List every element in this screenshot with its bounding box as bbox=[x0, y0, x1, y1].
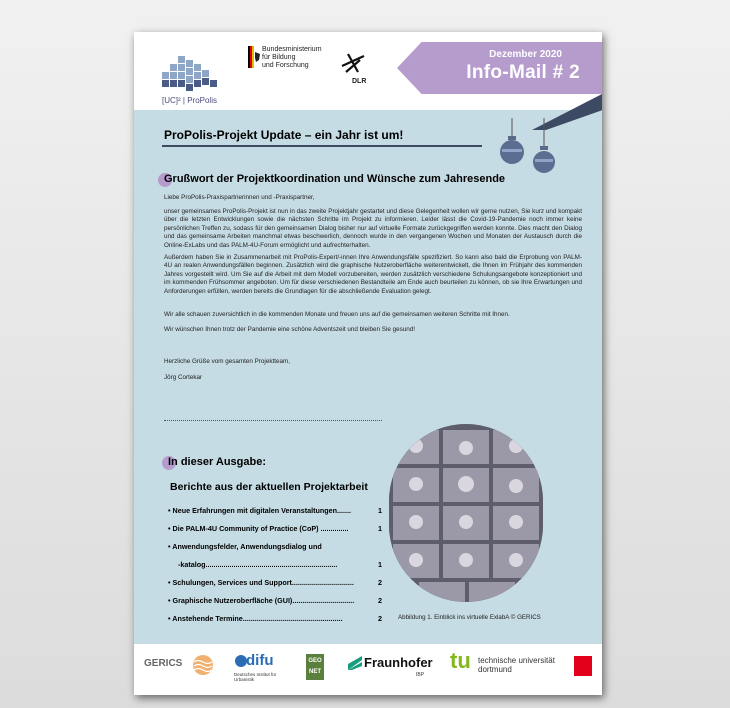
paragraph-2: Außerdem haben Sie in Zusammenarbeit mit ProPolis-Expert/-innen Ihre Anwendungsfälle spezifiziert. So kann also bald die Erprobung von PALM-4U an realen Anwendungsfällen beginnen. Zusätzlich wird die graphische Nutzeroberfläche weiterentwickelt, die Ihnen im Frühjahr des kommenden Jahres vorgestellt wird. Um Sie auf die Arbeit mit dem Modell vorzubereiten, werden zusätzlich verschiedene Schulungsangebote konzeptioniert und im kommenden Frühsommer angeboten. Um für diese verschiedenen Bestandteile am Ende auch beurteilen zu können, ob sie Ihre Erwartungen und Anforderungen erfüllen, werden bereits die Grundlagen für die abschließende Evaluation gelegt. bbox=[164, 254, 582, 295]
newsletter-header bbox=[134, 32, 602, 110]
toc-item[interactable]: -katalog.................................................................. 1 bbox=[178, 560, 382, 569]
video-conference-photo bbox=[389, 424, 543, 602]
issue-title: Info-Mail # 2 bbox=[466, 62, 580, 83]
dlr-logo-icon bbox=[340, 50, 366, 76]
toc-item[interactable]: • Graphische Nutzeroberfläche (GUI)............................... 2 bbox=[168, 596, 382, 605]
bmbf-logo-text: Bundesministerium für Bildung und Forschung bbox=[262, 46, 322, 69]
fraunhofer-mark-icon bbox=[348, 656, 362, 670]
dlr-logo-text: DLR bbox=[352, 78, 367, 85]
greeting-heading: Grußwort der Projektkoordination und Wünsche zum Jahresende bbox=[164, 173, 506, 185]
dotted-divider bbox=[164, 420, 382, 421]
toc-item[interactable]: • Schulungen, Services und Support............................... 2 bbox=[168, 578, 382, 587]
partner-logos bbox=[134, 644, 602, 695]
paragraph-4: Wir wünschen Ihnen trotz der Pandemie eine schöne Adventszeit und bleiben Sie gesund! bbox=[164, 326, 415, 333]
toc-item[interactable]: • Anwendungsfelder, Anwendungsdialog und bbox=[168, 542, 322, 551]
paragraph-3: Wir alle schauen zuversichtlich in die kommenden Monate und freuen uns auf die gemeinsamen weiteren Schritte mit Ihnen. bbox=[164, 311, 510, 318]
difu-subtitle: Deutsches Institut für Urbanistik bbox=[234, 672, 277, 682]
toc-item[interactable]: • Die PALM-4U Community of Practice (CoP) .............. 1 bbox=[168, 524, 382, 533]
geonet-logo: GEO NET bbox=[306, 654, 324, 680]
federal-eagle-icon bbox=[248, 46, 260, 68]
video-grid-image bbox=[389, 424, 543, 602]
fraunhofer-logo: Fraunhofer bbox=[364, 655, 433, 670]
gerics-waves-icon bbox=[192, 654, 214, 676]
newsletter-page bbox=[134, 32, 602, 695]
uc2-logo-text: [UC]² | ProPolis bbox=[162, 96, 217, 105]
signature: Jörg Cortekar bbox=[164, 374, 203, 381]
difu-logo: difu bbox=[246, 652, 274, 669]
toc-heading: In dieser Ausgabe: bbox=[168, 456, 267, 468]
fraunhofer-subtitle: IBP bbox=[416, 672, 425, 678]
issue-date: Dezember 2020 bbox=[489, 49, 562, 60]
section-divider bbox=[162, 145, 482, 147]
paragraph-1: unser gemeinsames ProPolis-Projekt ist nun in das zweite Projektjahr gestartet und diese Gelegenheit wollen wir gerne nutzen, Sie kurz und kompakt über die letzten Entwicklungen sowie die nächsten Schritte im Projekt zu informieren. Leider lässt die Covid-19-Pandemie noch immer keine persönlichen Treffen zu, sodass für den gemeinsamen Dialog bisher nur auf virtuelle Formate zurückgegriffen werden konnte. Dies macht den Dialog und das gemeinsame Arbeiten manchmal etwas beschwerlich, dennoch wurde in den vergangenen Wochen und Monaten der Austausch durch die Online-ExLabs und das PALM-4U-Forum ermöglicht und aufrechterhalten. bbox=[164, 208, 582, 249]
closing: Herzliche Grüße vom gesamten Projektteam, bbox=[164, 358, 290, 365]
christmas-ornament-icon bbox=[494, 118, 574, 178]
tu-logo-icon: tu bbox=[450, 648, 471, 673]
toc-subheading: Berichte aus der aktuellen Projektarbeit bbox=[170, 481, 368, 493]
uc2-logo-icon bbox=[160, 50, 220, 98]
toc-item[interactable]: • Anstehende Termine.................................................. 2 bbox=[168, 614, 382, 623]
section-title: ProPolis-Projekt Update – ein Jahr ist um! bbox=[164, 128, 404, 142]
toc-item[interactable]: • Neue Erfahrungen mit digitalen Veranstaltungen....... 1 bbox=[168, 506, 382, 515]
tu-dortmund-logo: technische universität dortmund bbox=[478, 656, 555, 674]
gerics-logo: GERICS bbox=[144, 658, 183, 669]
university-emblem-icon bbox=[574, 656, 592, 676]
photo-caption: Abbildung 1. Einblick ins virtuelle ExlabA © GERICS bbox=[398, 614, 541, 621]
salutation: Liebe ProPolis-Praxispartnerinnen und -Praxispartner, bbox=[164, 194, 315, 201]
